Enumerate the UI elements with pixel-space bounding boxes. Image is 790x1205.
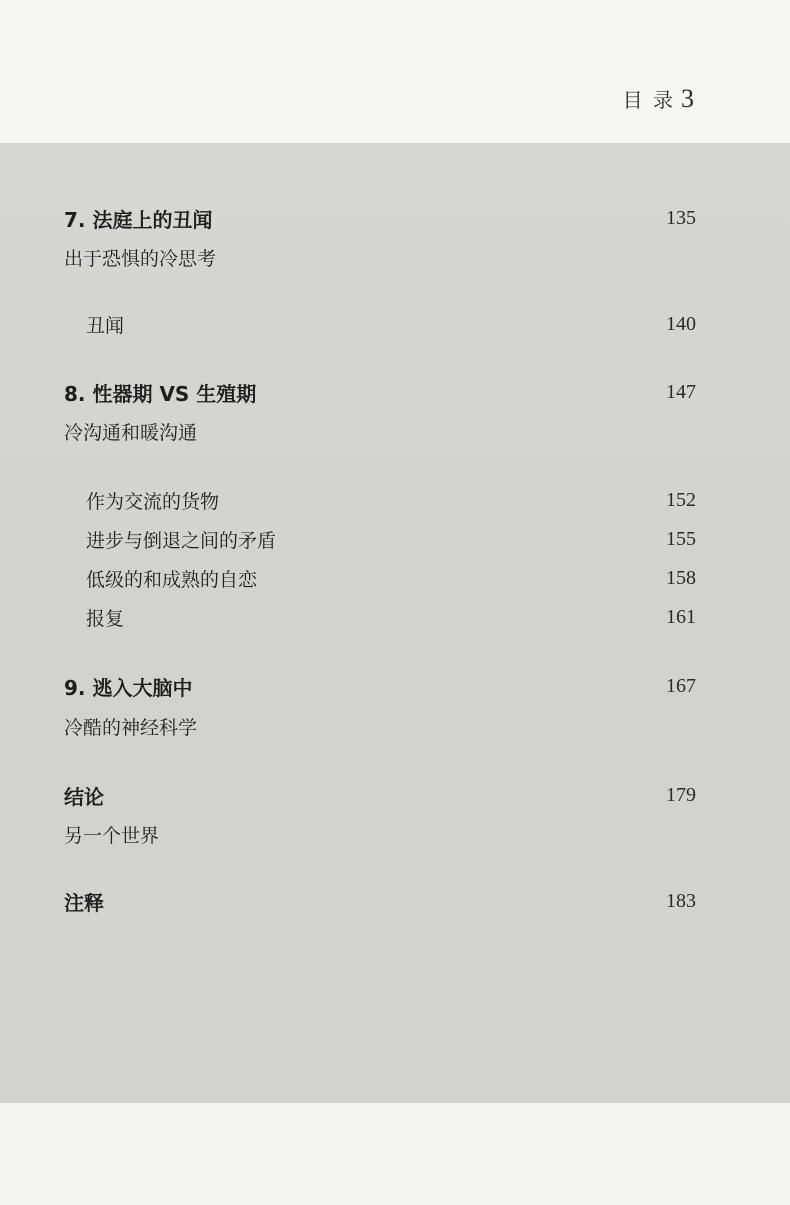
chapter-subtitle-9 <box>64 709 696 743</box>
chapter-subtitle: 冷酷的神经科学 <box>64 716 198 739</box>
entry-page: 158 <box>666 566 696 589</box>
toc-entry[interactable] <box>64 483 696 517</box>
toc-chapter-8[interactable] <box>64 375 696 409</box>
chapter-title: 结论 <box>64 784 104 809</box>
entry-title: 作为交流的货物 <box>86 490 220 513</box>
running-head-label: 目 录 <box>622 88 675 112</box>
entry-page: 140 <box>666 312 696 335</box>
toc-entry[interactable] <box>64 522 696 556</box>
chapter-subtitle: 冷沟通和暖沟通 <box>64 421 198 444</box>
chapter-title: 9. 逃入大脑中 <box>64 675 193 700</box>
entry-title: 报复 <box>86 607 125 630</box>
entry-title: 进步与倒退之间的矛盾 <box>86 529 277 552</box>
chapter-subtitle: 出于恐惧的冷思考 <box>64 247 217 270</box>
running-head <box>623 84 694 114</box>
header-band <box>0 0 790 143</box>
chapter-subtitle: 另一个世界 <box>64 824 160 847</box>
chapter-title: 7. 法庭上的丑闻 <box>64 207 213 232</box>
entry-page: 161 <box>666 605 696 628</box>
toc-entry[interactable] <box>64 307 696 341</box>
toc-conclusion[interactable] <box>64 778 696 812</box>
chapter-page: 135 <box>666 206 696 229</box>
chapter-page: 183 <box>666 889 696 912</box>
chapter-subtitle-7 <box>64 240 696 274</box>
toc-entry[interactable] <box>64 600 696 634</box>
footer-band <box>0 1103 790 1205</box>
toc-notes[interactable] <box>64 884 696 918</box>
chapter-subtitle-conclusion <box>64 817 696 851</box>
toc-entry[interactable] <box>64 561 696 595</box>
chapter-page: 179 <box>666 783 696 806</box>
chapter-title: 8. 性器期 VS 生殖期 <box>64 381 257 406</box>
toc-chapter-7[interactable] <box>64 201 696 235</box>
entry-title: 低级的和成熟的自恋 <box>86 568 258 591</box>
entry-page: 155 <box>666 527 696 550</box>
chapter-page: 167 <box>666 674 696 697</box>
entry-page: 152 <box>666 488 696 511</box>
chapter-subtitle-8 <box>64 414 696 448</box>
entry-title: 丑闻 <box>86 314 125 337</box>
toc-chapter-9[interactable] <box>64 669 696 703</box>
chapter-page: 147 <box>666 380 696 403</box>
chapter-title: 注释 <box>64 890 104 915</box>
page-number: 3 <box>681 84 694 113</box>
